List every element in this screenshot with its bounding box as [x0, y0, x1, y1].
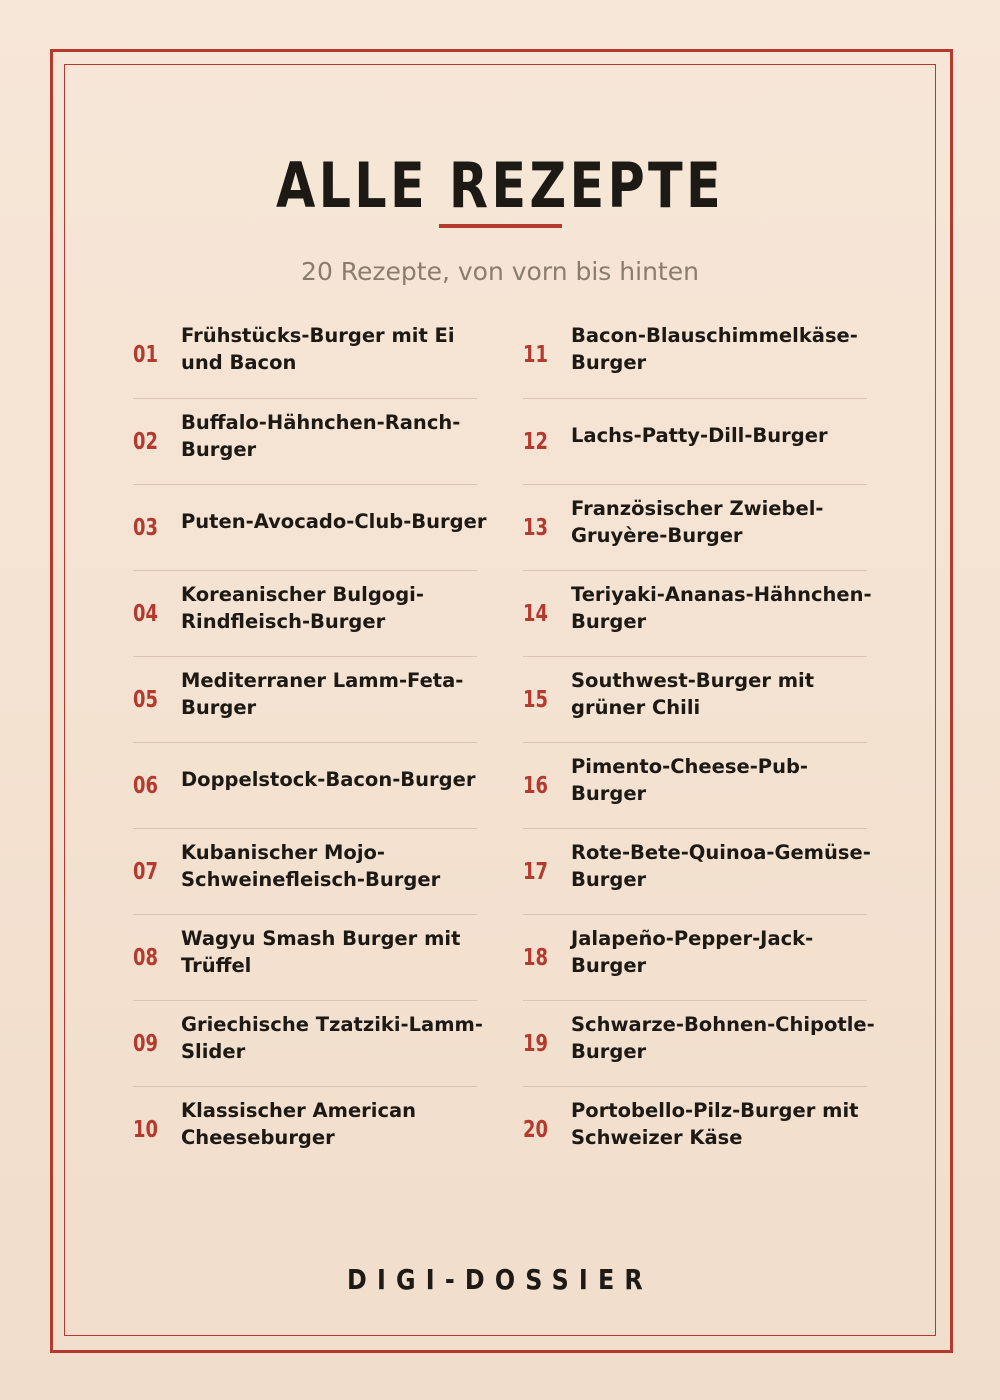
recipe-item[interactable] — [133, 398, 477, 484]
recipe-number: 07 — [133, 858, 158, 885]
page-title: ALLE REZEPTE — [275, 149, 725, 222]
recipe-name: Pimento-Cheese-Pub-Burger — [571, 754, 809, 805]
recipe-name: Buffalo-Hähnchen-Ranch-Burger — [181, 410, 461, 461]
recipe-item[interactable] — [523, 742, 867, 828]
recipe-number: 08 — [133, 944, 158, 971]
recipe-item[interactable] — [133, 914, 477, 1000]
recipe-number: 16 — [523, 772, 548, 799]
recipe-name: Schwarze-Bohnen-Chipotle-Burger — [571, 1012, 875, 1063]
recipe-number: 14 — [523, 600, 548, 627]
recipe-name: Mediterraner Lamm-Feta-Burger — [181, 668, 464, 719]
recipe-item[interactable] — [133, 1086, 477, 1172]
recipe-number: 01 — [133, 342, 158, 368]
recipe-item[interactable] — [523, 828, 871, 914]
recipe-name: Klassischer American Cheeseburger — [181, 1098, 417, 1149]
recipe-list-left — [133, 312, 487, 1172]
recipe-item[interactable] — [133, 828, 477, 914]
recipe-name: Portobello-Pilz-Burger mit Schweizer Käse — [571, 1098, 859, 1149]
recipe-number: 18 — [523, 944, 548, 971]
recipe-number: 19 — [523, 1030, 548, 1057]
recipe-name: Bacon-Blauschimmelkäse-Burger — [571, 324, 858, 374]
recipe-item[interactable] — [133, 742, 477, 828]
recipe-item[interactable] — [523, 1086, 867, 1172]
recipe-number: 03 — [133, 514, 158, 541]
recipe-item[interactable] — [523, 1000, 875, 1086]
recipe-name: Doppelstock-Bacon-Burger — [181, 768, 476, 791]
recipe-number: 09 — [133, 1030, 158, 1057]
recipe-item[interactable] — [133, 656, 477, 742]
recipe-item[interactable] — [133, 312, 477, 398]
recipe-name: Griechische Tzatziki-Lamm-Slider — [181, 1012, 483, 1063]
recipe-item[interactable] — [523, 398, 867, 484]
recipe-name: Kubanischer Mojo-Schweinefleisch-Burger — [181, 840, 441, 891]
recipe-list-right — [523, 312, 875, 1172]
recipe-item[interactable] — [523, 570, 872, 656]
title-underline — [439, 224, 562, 228]
recipe-name: Wagyu Smash Burger mit Trüffel — [181, 926, 461, 977]
recipe-item[interactable] — [523, 312, 867, 398]
recipe-name: Koreanischer Bulgogi-Rindfleisch-Burger — [181, 582, 424, 633]
recipe-item[interactable] — [133, 484, 487, 570]
recipe-number: 15 — [523, 686, 548, 713]
recipe-name: Puten-Avocado-Club-Burger — [181, 510, 487, 533]
recipe-name: Frühstücks-Burger mit Ei und Bacon — [181, 324, 455, 374]
recipe-number: 05 — [133, 686, 158, 713]
recipe-number: 13 — [523, 514, 548, 541]
recipe-name: Jalapeño-Pepper-Jack-Burger — [571, 926, 814, 977]
recipe-number: 17 — [523, 858, 548, 885]
recipe-name: Lachs-Patty-Dill-Burger — [571, 424, 828, 447]
recipe-number: 11 — [523, 342, 548, 368]
recipe-name: Teriyaki-Ananas-Hähnchen-Burger — [571, 582, 872, 633]
recipe-number: 02 — [133, 428, 158, 455]
recipe-item[interactable] — [133, 1000, 483, 1086]
recipe-item[interactable] — [523, 656, 867, 742]
recipe-number: 10 — [133, 1116, 158, 1143]
recipe-item[interactable] — [133, 570, 477, 656]
recipe-name: Französischer Zwiebel-Gruyère-Burger — [571, 496, 824, 547]
recipe-number: 06 — [133, 772, 158, 799]
recipe-number: 20 — [523, 1116, 548, 1143]
recipe-name: Rote-Bete-Quinoa-Gemüse-Burger — [571, 840, 871, 891]
page-subtitle: 20 Rezepte, von vorn bis hinten — [301, 257, 699, 286]
recipe-item[interactable] — [523, 914, 867, 1000]
recipe-item[interactable] — [523, 484, 867, 570]
recipe-number: 04 — [133, 600, 158, 627]
brand-footer: DIGI-DOSSIER — [347, 1263, 653, 1296]
recipe-number: 12 — [523, 428, 548, 455]
recipe-name: Southwest-Burger mit grüner Chili — [571, 668, 815, 719]
